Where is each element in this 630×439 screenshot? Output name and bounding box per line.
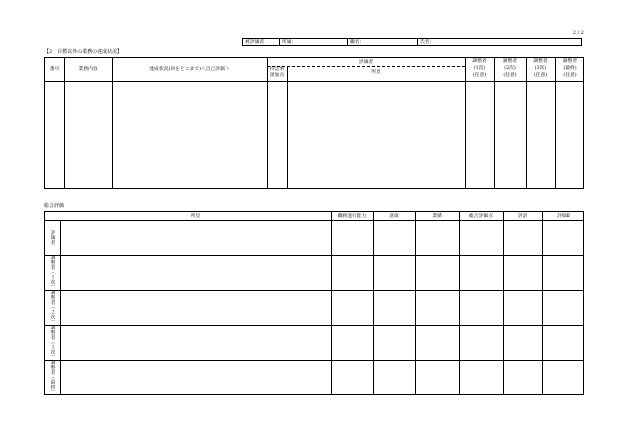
position-field[interactable]: 職名： bbox=[347, 39, 417, 45]
col-adjuster-final-a: 調整者 bbox=[562, 59, 578, 64]
col-findings: 所見 bbox=[371, 70, 381, 75]
row-label-evaluator bbox=[45, 220, 60, 255]
col-attitude: 意欲 bbox=[389, 213, 399, 219]
col-rating-ii: 評価Ⅱ bbox=[557, 213, 570, 219]
col-performance: 業績 bbox=[432, 213, 442, 219]
col-adjuster-3-a: 調整者 bbox=[533, 59, 548, 64]
page-number: 2 / 2 bbox=[572, 30, 584, 36]
col-achievement: 達成状況(何をどこまで)＜自己評価＞ bbox=[149, 67, 230, 72]
department-field[interactable]: 所属： bbox=[279, 39, 347, 45]
col-adjuster-1-c: (任意) bbox=[472, 73, 487, 78]
row-label-text: 評価者 bbox=[50, 230, 56, 245]
col-adjuster-2-a: 調整者 bbox=[502, 59, 518, 64]
evaluatee-header bbox=[242, 38, 582, 46]
col-adjuster-2-c: (任意) bbox=[503, 73, 517, 78]
row-label-adjuster-2 bbox=[45, 290, 60, 325]
col-adjuster-final-c: (任意) bbox=[563, 73, 577, 78]
col-adjuster-final-b: (最終) bbox=[563, 66, 577, 71]
section1-title: 【2 目標以外の業務の達成状況】 bbox=[44, 49, 123, 55]
achievement-table bbox=[44, 57, 584, 189]
overall-evaluation-table bbox=[44, 211, 584, 395]
col-rating: 評語 bbox=[517, 213, 528, 219]
row-label-text: 調整者（３次） bbox=[50, 325, 56, 360]
row-label-adjuster-final bbox=[45, 360, 60, 395]
section2-title: 総合評価 bbox=[44, 203, 65, 209]
row-label-text: 調整者（２次） bbox=[50, 290, 56, 325]
col-adjuster-1-a: 調整者 bbox=[472, 59, 487, 64]
col-job-ability: 職務遂行能力 bbox=[337, 213, 367, 219]
name-field[interactable]: 氏名： bbox=[417, 39, 581, 45]
col-adjuster-3-c: (任意) bbox=[533, 73, 548, 78]
col-overall-findings: 所見 bbox=[190, 213, 201, 219]
row-label-adjuster-1 bbox=[45, 255, 60, 290]
col-adjuster-1-b: (1次) bbox=[473, 66, 486, 71]
col-total-points: 総合評価点 bbox=[469, 213, 493, 219]
col-adjuster-2-b: (2次) bbox=[504, 66, 516, 71]
col-evaluator-group: 評価者 bbox=[358, 59, 374, 65]
col-special-item-1: 特記事 bbox=[269, 67, 285, 72]
col-work-content: 業務内容 bbox=[78, 67, 98, 72]
col-adjuster-3-b: (3次) bbox=[534, 66, 547, 71]
col-number: 番号 bbox=[49, 67, 60, 72]
row-label-text: 調整者（最終） bbox=[50, 360, 56, 395]
row-label-text: 調整者（１次） bbox=[50, 255, 56, 290]
row-label-adjuster-3 bbox=[45, 325, 60, 360]
col-special-item-2: 項加点 bbox=[269, 73, 285, 78]
evaluatee-label: 被評価者 bbox=[245, 40, 265, 45]
